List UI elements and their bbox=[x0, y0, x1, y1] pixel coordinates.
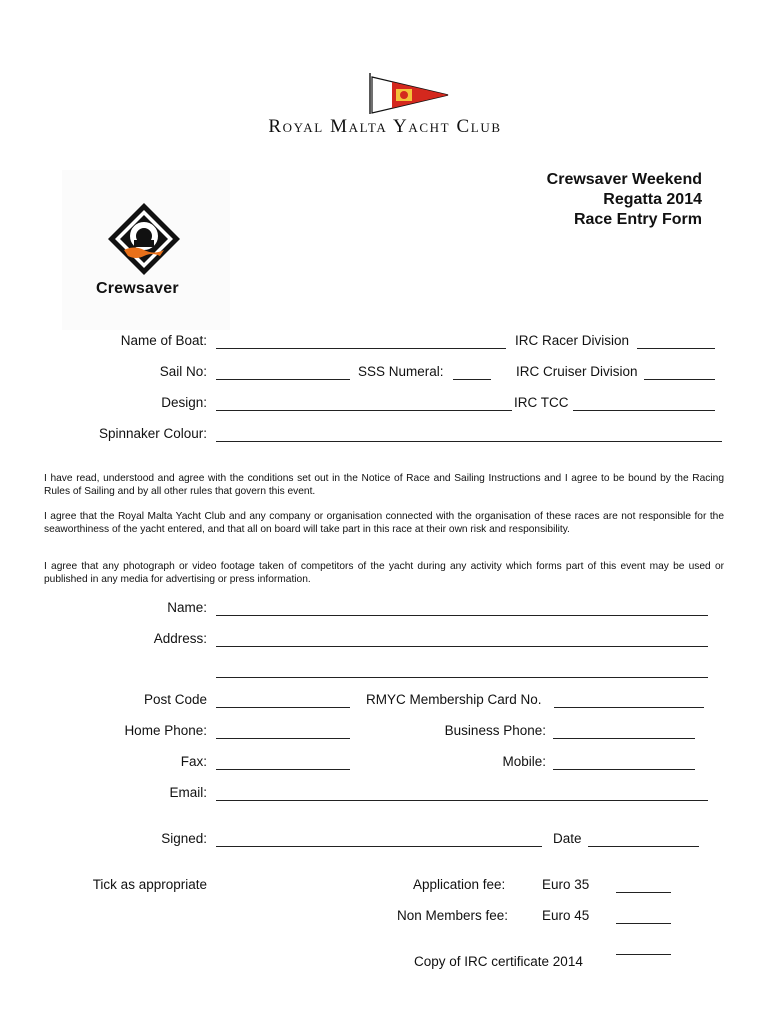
non-members-fee-amount: Euro 45 bbox=[542, 908, 590, 923]
irc-cruiser-division-field[interactable] bbox=[644, 379, 715, 380]
boat-name-field[interactable] bbox=[216, 348, 506, 349]
fax-label: Fax: bbox=[180, 754, 207, 769]
application-fee-label: Application fee: bbox=[413, 877, 506, 892]
application-fee-tick-box[interactable] bbox=[616, 892, 671, 893]
declaration-paragraph-1: I have read, understood and agree with the conditions set out in the Notice of Race and Sailing Instructions and I agree to be bound by the Racing Rules of Sailing and by all other rules that govern this event. bbox=[44, 473, 724, 497]
sail-no-field[interactable] bbox=[216, 379, 350, 380]
irc-racer-division-label: IRC Racer Division bbox=[515, 333, 630, 348]
design-label: Design: bbox=[161, 395, 207, 410]
spinnaker-colour-field[interactable] bbox=[216, 441, 722, 442]
non-members-fee-tick-box[interactable] bbox=[616, 923, 671, 924]
irc-certificate-label: Copy of IRC certificate 2014 bbox=[414, 954, 583, 969]
sss-numeral-field[interactable] bbox=[453, 379, 491, 380]
irc-cruiser-division-label: IRC Cruiser Division bbox=[516, 364, 638, 379]
mobile-label: Mobile: bbox=[502, 754, 546, 769]
boat-name-label: Name of Boat: bbox=[120, 333, 207, 348]
crewsaver-logo-text: Crewsaver bbox=[96, 280, 179, 297]
non-members-fee-label: Non Members fee: bbox=[397, 908, 509, 923]
business-phone-label: Business Phone: bbox=[444, 723, 546, 738]
post-code-label: Post Code bbox=[143, 692, 207, 707]
form-title-line-1: Crewsaver Weekend bbox=[546, 171, 702, 188]
application-fee-amount: Euro 35 bbox=[542, 877, 590, 892]
membership-card-label: RMYC Membership Card No. bbox=[366, 692, 542, 707]
address-label: Address: bbox=[153, 631, 207, 646]
club-name: Royal Malta Yacht Club bbox=[268, 116, 502, 137]
business-phone-field[interactable] bbox=[553, 738, 695, 739]
form-title-line-3: Race Entry Form bbox=[573, 211, 702, 228]
irc-certificate-tick-box[interactable] bbox=[616, 954, 671, 955]
signature-field[interactable] bbox=[216, 846, 542, 847]
tick-as-appropriate-label: Tick as appropriate bbox=[92, 877, 207, 892]
mobile-field[interactable] bbox=[553, 769, 695, 770]
irc-tcc-label: IRC TCC bbox=[514, 395, 569, 410]
irc-racer-division-field[interactable] bbox=[637, 348, 715, 349]
email-field[interactable] bbox=[216, 800, 708, 801]
signed-label: Signed: bbox=[161, 831, 207, 846]
name-field[interactable] bbox=[216, 615, 708, 616]
email-label: Email: bbox=[169, 785, 207, 800]
home-phone-label: Home Phone: bbox=[124, 723, 207, 738]
crewsaver-logo bbox=[62, 170, 230, 330]
fax-field[interactable] bbox=[216, 769, 350, 770]
post-code-field[interactable] bbox=[216, 707, 350, 708]
irc-tcc-field[interactable] bbox=[573, 410, 715, 411]
club-burgee-logo bbox=[364, 70, 454, 120]
membership-card-field[interactable] bbox=[554, 707, 704, 708]
date-label: Date bbox=[553, 831, 582, 846]
declaration-paragraph-3: I agree that any photograph or video footage taken of competitors of the yacht during any activity which forms part of this event may be used or published in any media for advertising or press information. bbox=[44, 561, 724, 585]
sss-numeral-label: SSS Numeral: bbox=[358, 364, 444, 379]
home-phone-field[interactable] bbox=[216, 738, 350, 739]
address-field-line-1[interactable] bbox=[216, 646, 708, 647]
declaration-paragraph-2: I agree that the Royal Malta Yacht Club and any company or organisation connected with the organisation of these races are not responsible for the seaworthiness of the yacht entered, and that all on board will take part in this race at their own risk and responsibility. bbox=[44, 511, 724, 535]
form-title-line-2: Regatta 2014 bbox=[603, 191, 702, 208]
date-field[interactable] bbox=[588, 846, 699, 847]
address-field-line-2[interactable] bbox=[216, 677, 708, 678]
sail-no-label: Sail No: bbox=[159, 364, 207, 379]
spinnaker-colour-label: Spinnaker Colour: bbox=[98, 426, 207, 441]
design-field[interactable] bbox=[216, 410, 512, 411]
name-label: Name: bbox=[167, 600, 207, 615]
